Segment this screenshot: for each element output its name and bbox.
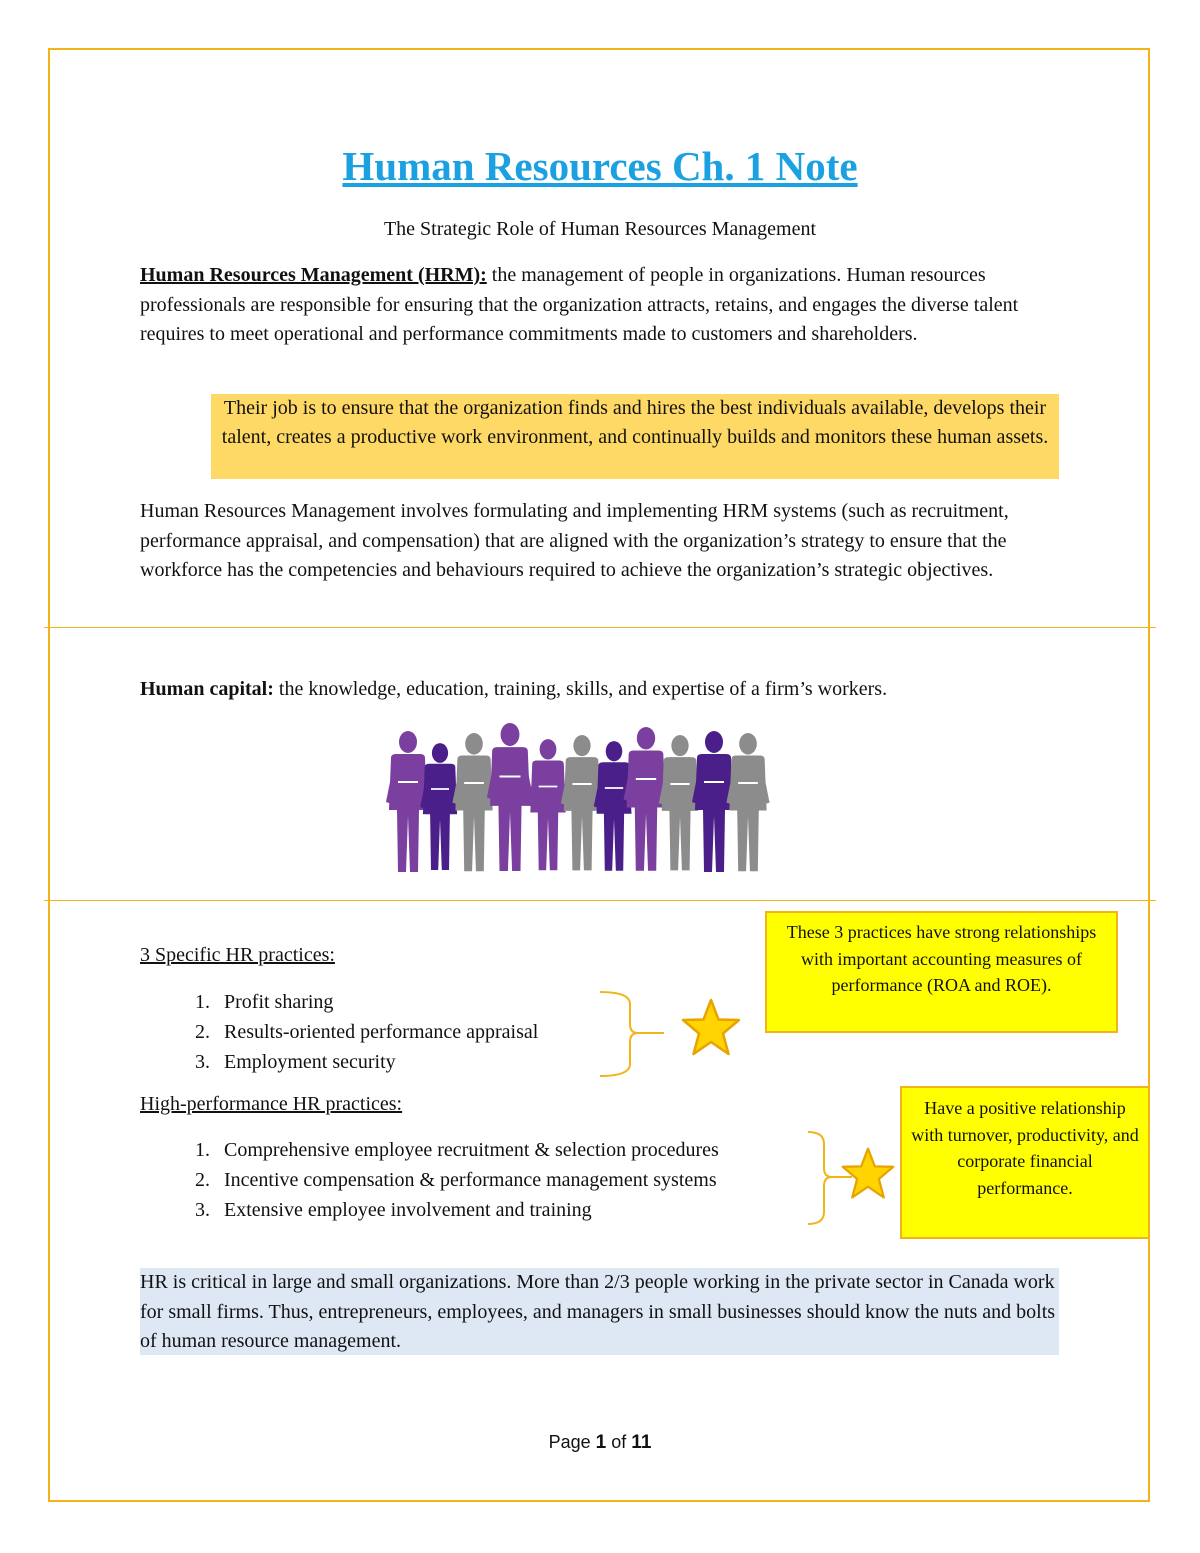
specific-practices-heading: 3 Specific HR practices: bbox=[140, 944, 335, 966]
page-title: Human Resources Ch. 1 Note bbox=[342, 143, 858, 189]
small-business-text: HR is critical in large and small organizations. More than 2/3 people working in the private sector in Canada work for small firms. Thus, entrepreneurs, employees, and managers in small businesses should know the nuts and bolts of human resource management. bbox=[140, 1271, 1056, 1352]
star-icon bbox=[840, 1146, 896, 1202]
specific-practices-list bbox=[140, 987, 538, 1077]
list-item: 2. Incentive compensation & performance management systems bbox=[195, 1169, 717, 1191]
high-performance-note-text: Have a positive relationship with turnover, productivity, and corporate financial performance. bbox=[911, 1098, 1139, 1198]
person-figure bbox=[726, 733, 769, 871]
high-performance-note bbox=[900, 1086, 1150, 1239]
human-capital-definition bbox=[140, 675, 1055, 705]
person-figure bbox=[487, 723, 533, 871]
high-performance-heading: High-performance HR practices: bbox=[140, 1093, 403, 1115]
human-capital-term: Human capital: bbox=[140, 678, 274, 700]
page-number: 1 bbox=[595, 1432, 607, 1453]
person-figure bbox=[528, 739, 569, 870]
bracket-icon bbox=[598, 990, 668, 1078]
list-item: 2. Results-oriented performance appraisal bbox=[195, 1021, 539, 1043]
list-item: 3. Employment security bbox=[195, 1051, 396, 1073]
specific-practices-note-text: These 3 practices have strong relationships with important accounting measures of performance (ROA and ROE). bbox=[786, 922, 1097, 995]
person-figure bbox=[420, 743, 460, 870]
hrm-definition-text: the management of people in organizations. Human resources professionals are responsible for ensuring that the organization attracts, retains, and engages the diverse talent requires to meet operational and performance commitments made to customers and shareholders. bbox=[140, 264, 1019, 345]
high-performance-list bbox=[140, 1135, 719, 1225]
page-label: Page bbox=[548, 1432, 591, 1452]
page-total: 11 bbox=[631, 1432, 652, 1453]
person-figure bbox=[452, 733, 495, 871]
page-of-label: of bbox=[611, 1432, 627, 1452]
list-item: 3. Extensive employee involvement and training bbox=[195, 1199, 592, 1221]
specific-practices-note bbox=[765, 911, 1118, 1033]
small-business-highlight bbox=[140, 1268, 1059, 1355]
hrm-definition bbox=[140, 261, 1055, 350]
list-item: 1. Comprehensive employee recruitment & selection procedures bbox=[195, 1139, 719, 1161]
highlight-job-text: Their job is to ensure that the organization finds and hires the best individuals available, develops their talent, creates a productive work environment, and continually builds and monitors these human assets. bbox=[221, 397, 1049, 448]
people-group-illustration bbox=[370, 718, 800, 876]
list-item: 1. Profit sharing bbox=[195, 991, 334, 1013]
star-icon bbox=[680, 997, 742, 1059]
hrm-term: Human Resources Management (HRM): bbox=[140, 264, 487, 286]
highlight-job-box bbox=[211, 394, 1059, 479]
human-capital-text: the knowledge, education, training, skills, and expertise of a firm’s workers. bbox=[273, 678, 888, 700]
section-divider-2 bbox=[44, 900, 1156, 901]
section-divider-1 bbox=[44, 627, 1156, 628]
page-footer bbox=[0, 1432, 1200, 1454]
page-subtitle: The Strategic Role of Human Resources Management bbox=[383, 218, 817, 240]
hrm-systems-paragraph: Human Resources Management involves formulating and implementing HRM systems (such as recruitment, performance appraisal, and compensation) that are aligned with the organization’s strategy to ensure that the workforce has the competencies and behaviours required to achieve the organization’s strategic objectives. bbox=[140, 500, 1009, 581]
